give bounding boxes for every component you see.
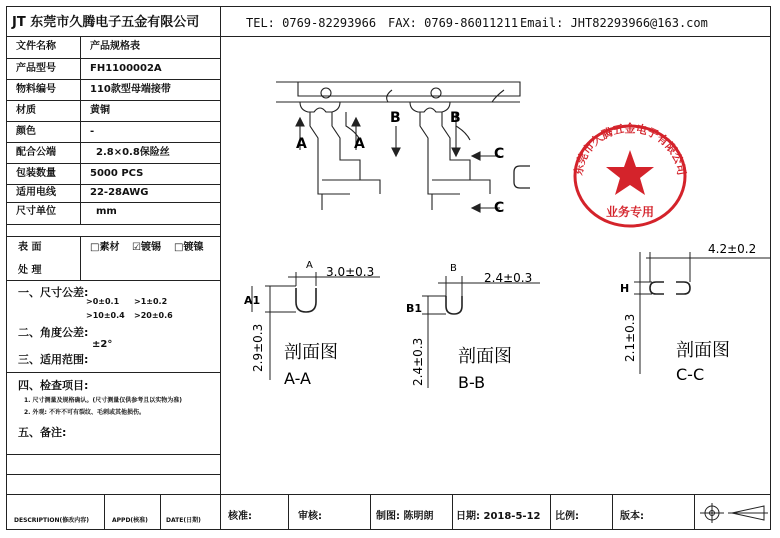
surface-option-nickel: □镀镍 [174, 242, 204, 253]
spec-value: 110款型母端接带 [90, 84, 171, 95]
footer-description: DESCRIPTION(修改内容) [14, 517, 89, 524]
surface-label-2: 处 理 [18, 265, 42, 276]
spec-label: 配合公端 [16, 147, 56, 158]
dim-b-width: 2.4±0.3 [484, 271, 533, 285]
surface-label-1: 表 面 [18, 242, 42, 253]
tolerance-row: >20±0.6 [134, 311, 173, 320]
terminal-strip-drawing [276, 82, 520, 210]
inspect-item-2: 2. 外观: 不许不可有裂纹、毛刺或其他损伤。 [24, 409, 146, 416]
footer-review: 审核: [298, 511, 322, 522]
tolerance-title: 一、尺寸公差: [18, 286, 89, 299]
section-b-label: B-B [458, 373, 486, 392]
marker-c-top: C [494, 146, 505, 162]
section-markers [296, 118, 500, 212]
dim-a-height: 2.9±0.3 [251, 323, 265, 372]
spec-value: - [90, 126, 95, 137]
spec-label: 产品型号 [16, 63, 56, 74]
company-name: JT 东莞市久腾电子五金有限公司 [12, 15, 200, 30]
spec-value: 2.8×0.8保险丝 [96, 147, 170, 158]
footer-date-label: DATE(日期) [166, 517, 201, 524]
dim-b-height: 2.4±0.3 [411, 337, 425, 386]
spec-label: 物料编号 [16, 84, 56, 95]
inspect-title: 四、检查项目: [18, 379, 89, 392]
angle-value: ±2° [92, 339, 113, 350]
surface-option-tin: ☑镀锡 [132, 242, 161, 253]
marker-b-left: B [390, 110, 401, 126]
spec-value: 黄铜 [90, 105, 110, 116]
tolerance-row: >0±0.1 [86, 297, 120, 306]
fax-text: FAX: 0769-86011211 [388, 16, 519, 30]
spec-value: 22-28AWG [90, 187, 149, 198]
spec-value: FH1100002A [90, 63, 162, 74]
spec-label: 材质 [16, 105, 36, 116]
spec-label: 包装数量 [16, 168, 56, 179]
spec-label: 尺寸单位 [16, 206, 56, 217]
footer-version: 版本: [620, 511, 644, 522]
marker-a-left: A [296, 136, 307, 152]
spec-value: mm [96, 206, 117, 217]
section-c-label: C-C [676, 365, 705, 384]
tel-text: TEL: 0769-82293966 [246, 16, 377, 30]
section-c-title: 剖面图 [676, 340, 730, 361]
section-a [252, 272, 380, 380]
footer-date: 日期: 2018-5-12 [456, 511, 541, 522]
dim-a1: A1 [244, 294, 261, 307]
section-b-title: 剖面图 [458, 346, 512, 367]
dim-c-height: 2.1±0.3 [623, 313, 637, 362]
stamp-ring-text: 东莞市久腾五金电子有限公司 [571, 122, 689, 177]
section-a-title: 剖面图 [284, 342, 338, 363]
scope-title: 三、适用范围: [18, 353, 89, 366]
c-clip-shape [514, 166, 530, 188]
spec-label: 颜色 [16, 126, 36, 137]
marker-a-small: A [306, 260, 313, 271]
dim-a-width: 3.0±0.3 [326, 265, 375, 279]
footer-drawn: 制图: 陈明朗 [376, 511, 434, 522]
spec-label: 适用电线 [16, 187, 56, 198]
email-text: Email: JHT82293966@163.com [520, 16, 708, 30]
stamp-sub-text: 业务专用 [605, 205, 655, 219]
spec-value: 5000 PCS [90, 168, 144, 179]
section-b [422, 276, 540, 388]
dim-c-width: 4.2±0.2 [708, 242, 757, 256]
footer-scale: 比例: [555, 511, 579, 522]
footer-appd: APPD(核准) [112, 517, 148, 524]
spec-value: 产品规格表 [90, 41, 140, 52]
footer-check: 核准: [228, 511, 252, 522]
spec-label: 文件名称 [16, 41, 56, 52]
marker-b-right: B [450, 110, 461, 126]
marker-c-bottom: C [494, 200, 505, 216]
inspect-item-1: 1. 尺寸测量及规格确认。(尺寸测量仅供参考且以实物为准) [24, 397, 183, 404]
marker-b-small: B [450, 263, 457, 274]
section-a-label: A-A [284, 369, 311, 388]
surface-option-raw: □素材 [90, 242, 120, 253]
dim-b1: B1 [406, 302, 423, 315]
tolerance-row: >10±0.4 [86, 311, 125, 320]
angle-title: 二、角度公差: [18, 326, 89, 339]
tolerance-row: >1±0.2 [134, 297, 168, 306]
marker-a-right: A [354, 136, 365, 152]
remarks-title: 五、备注: [18, 426, 67, 439]
stamp-star-icon [606, 150, 654, 195]
projection-symbol [700, 503, 768, 523]
company-stamp [560, 116, 700, 230]
dim-h: H [620, 282, 630, 295]
